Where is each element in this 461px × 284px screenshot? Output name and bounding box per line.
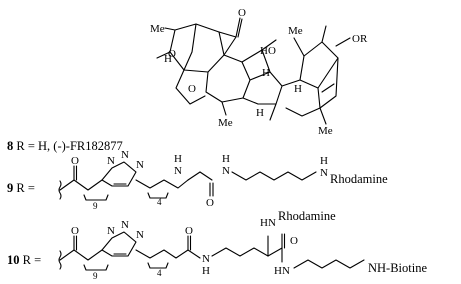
ketone-oxygen-label: O <box>238 7 246 19</box>
hydroxyl-label: HO <box>260 45 276 57</box>
compound-9-r-prefix: R = <box>13 181 35 195</box>
compound-10-hn-rhodamine: HN <box>260 217 276 229</box>
compound-10-dye: Rhodamine <box>278 209 336 223</box>
methyl-label-1: Me <box>150 23 165 35</box>
compound-10-second-hn: HN <box>274 265 290 277</box>
compound-10-triazole-n3: N <box>136 229 144 241</box>
methyl-label-2: Me <box>218 117 233 129</box>
compound-9-carbonyl-o: O <box>71 155 79 167</box>
svg-text:10 R = <box>7 253 41 267</box>
methyl-label-3: Me <box>288 25 303 37</box>
compound-10-amide-o: O <box>185 225 193 237</box>
compound-9-line <box>7 149 388 211</box>
compound-9-nh1-n: N <box>174 165 182 177</box>
compound-9-amine-n: N <box>320 167 328 179</box>
compound-9-nh1-h: H <box>174 153 182 165</box>
methyl-label-4: Me <box>318 125 333 137</box>
compound-10-second-o: O <box>290 235 298 247</box>
ether-oxygen-label: O <box>188 83 196 95</box>
h-label-4: H <box>294 83 302 95</box>
compound-9-urea-n: N <box>222 165 230 177</box>
compound-10-chain1-count: 9 <box>93 271 98 281</box>
compound-10-r-prefix: R = <box>19 253 42 267</box>
compound-9-triazole-n1: N <box>107 155 115 167</box>
compound-8-number: 8 <box>7 139 14 153</box>
compound-10-number: 10 <box>7 253 20 267</box>
compound-9-triazole-n3: N <box>136 159 144 171</box>
h-label-2: H <box>262 67 270 79</box>
svg-text:8 R = H, (-)-FR182877 <box>7 139 123 153</box>
compound-9-chain2-count: 4 <box>157 197 162 207</box>
compound-10-nh-biotine: NH-Biotine <box>368 261 428 275</box>
compound-9-dye: Rhodamine <box>330 172 388 186</box>
compound-10-amide-n: N <box>202 253 210 265</box>
core-structure <box>150 7 368 137</box>
compound-9-urea-o: O <box>206 197 214 209</box>
compound-10-triazole-n1: N <box>107 225 115 237</box>
h-label-1: H <box>164 53 172 65</box>
compound-10-chain2-count: 4 <box>157 268 162 278</box>
compound-10-carbonyl-o: O <box>71 225 79 237</box>
svg-text:9 R = <box>7 181 35 195</box>
compound-10-amide-h: H <box>202 265 210 277</box>
compound-9-triazole-n2: N <box>121 149 129 161</box>
or-group-label: OR <box>352 33 368 45</box>
lactone-oxygen-label: O <box>168 48 176 60</box>
compound-10-triazole-n2: N <box>121 219 129 231</box>
compound-9-amine-h: H <box>320 155 328 167</box>
compound-10-line <box>7 209 427 281</box>
compound-8-line <box>7 139 123 153</box>
compound-8-text: R = H, (-)-FR182877 <box>13 139 123 153</box>
compound-9-number: 9 <box>7 181 14 195</box>
compound-9-urea-h: H <box>222 153 230 165</box>
h-label-3: H <box>256 107 264 119</box>
compound-9-chain1-count: 9 <box>93 201 98 211</box>
